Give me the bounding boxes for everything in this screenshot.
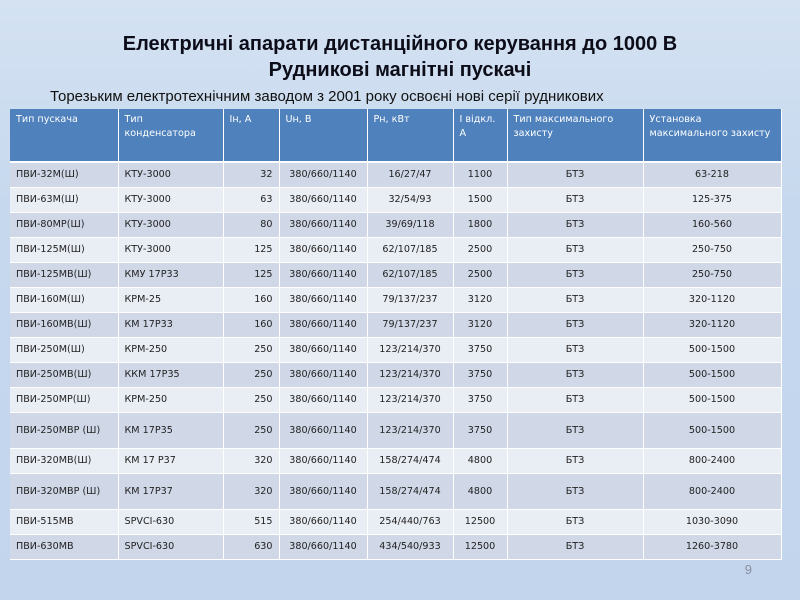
cell-rated-power: 79/137/237 — [367, 287, 453, 312]
cell-protection-setting: 320-1120 — [643, 312, 781, 337]
table-row — [10, 534, 781, 559]
cell-rated-power: 79/137/237 — [367, 312, 453, 337]
table-row — [10, 312, 781, 337]
cell-protection-type: БТЗ — [507, 212, 643, 237]
cell-protection-type: БТЗ — [507, 187, 643, 212]
cell-rated-voltage: 380/660/1140 — [279, 412, 367, 448]
cell-protection-setting: 1030-3090 — [643, 509, 781, 534]
cell-protection-type: БТЗ — [507, 448, 643, 473]
cell-rated-power: 123/214/370 — [367, 387, 453, 412]
header-rated-current: Ін, А — [223, 109, 279, 162]
table-row — [10, 337, 781, 362]
cell-rated-voltage: 380/660/1140 — [279, 162, 367, 187]
cell-capacitor-type: КТУ-3000 — [118, 212, 223, 237]
table-row — [10, 362, 781, 387]
cell-capacitor-type: SPVCI-630 — [118, 534, 223, 559]
cell-starter-type: ПВИ-250МР(Ш) — [10, 387, 118, 412]
cell-protection-setting: 500-1500 — [643, 387, 781, 412]
cell-starter-type: ПВИ-63М(Ш) — [10, 187, 118, 212]
cell-protection-setting: 250-750 — [643, 262, 781, 287]
header-starter-type: Тип пускача — [10, 109, 118, 162]
cell-breaking-current: 3750 — [453, 412, 507, 448]
cell-breaking-current: 2500 — [453, 237, 507, 262]
cell-rated-power: 123/214/370 — [367, 362, 453, 387]
cell-rated-power: 158/274/474 — [367, 448, 453, 473]
cell-protection-type: БТЗ — [507, 337, 643, 362]
cell-rated-voltage: 380/660/1140 — [279, 187, 367, 212]
cell-protection-setting: 800-2400 — [643, 473, 781, 509]
cell-protection-type: БТЗ — [507, 473, 643, 509]
cell-rated-voltage: 380/660/1140 — [279, 448, 367, 473]
page-number: 9 — [744, 562, 752, 577]
cell-capacitor-type: КТУ-3000 — [118, 187, 223, 212]
page-title: Електричні апарати дистанційного керування до 1000 В — [122, 33, 678, 55]
cell-breaking-current: 12500 — [453, 509, 507, 534]
cell-protection-setting: 63-218 — [643, 162, 781, 187]
cell-rated-current: 125 — [223, 262, 279, 287]
header-capacitor-type: Тип конденсатора — [118, 109, 223, 162]
cell-starter-type: ПВИ-160М(Ш) — [10, 287, 118, 312]
cell-protection-type: БТЗ — [507, 509, 643, 534]
cell-rated-voltage: 380/660/1140 — [279, 534, 367, 559]
cell-rated-current: 63 — [223, 187, 279, 212]
cell-rated-current: 320 — [223, 448, 279, 473]
cell-rated-voltage: 380/660/1140 — [279, 509, 367, 534]
cell-capacitor-type: КРМ-250 — [118, 337, 223, 362]
cell-breaking-current: 12500 — [453, 534, 507, 559]
cell-rated-current: 160 — [223, 312, 279, 337]
cell-rated-current: 250 — [223, 337, 279, 362]
cell-starter-type: ПВИ-320МВ(Ш) — [10, 448, 118, 473]
cell-protection-setting: 125-375 — [643, 187, 781, 212]
cell-starter-type: ПВИ-125МВ(Ш) — [10, 262, 118, 287]
cell-capacitor-type: КРМ-250 — [118, 387, 223, 412]
cell-rated-current: 630 — [223, 534, 279, 559]
cell-breaking-current: 1800 — [453, 212, 507, 237]
cell-rated-power: 62/107/185 — [367, 237, 453, 262]
cell-protection-type: БТЗ — [507, 534, 643, 559]
header-protection-type: Тип максимального захисту — [507, 109, 643, 162]
table-row — [10, 287, 781, 312]
table-row — [10, 262, 781, 287]
cell-rated-power: 62/107/185 — [367, 262, 453, 287]
cell-starter-type: ПВИ-160МВ(Ш) — [10, 312, 118, 337]
cell-rated-current: 250 — [223, 387, 279, 412]
cell-rated-current: 80 — [223, 212, 279, 237]
cell-rated-power: 39/69/118 — [367, 212, 453, 237]
cell-protection-type: БТЗ — [507, 287, 643, 312]
cell-starter-type: ПВИ-250МВ(Ш) — [10, 362, 118, 387]
table-row — [10, 162, 781, 187]
table-row — [10, 473, 781, 509]
cell-rated-voltage: 380/660/1140 — [279, 212, 367, 237]
header-rated-voltage: Uн, В — [279, 109, 367, 162]
page-subtitle-heading: Рудникові магнітні пускачі — [268, 59, 532, 81]
cell-breaking-current: 3750 — [453, 337, 507, 362]
header-breaking-current: І відкл. А — [453, 109, 507, 162]
cell-breaking-current: 3120 — [453, 287, 507, 312]
cell-rated-voltage: 380/660/1140 — [279, 337, 367, 362]
cell-rated-voltage: 380/660/1140 — [279, 262, 367, 287]
cell-protection-type: БТЗ — [507, 362, 643, 387]
cell-protection-setting: 250-750 — [643, 237, 781, 262]
cell-protection-type: БТЗ — [507, 387, 643, 412]
cell-protection-setting: 500-1500 — [643, 337, 781, 362]
table-row — [10, 509, 781, 534]
table-row — [10, 187, 781, 212]
starters-table — [10, 109, 782, 560]
cell-starter-type: ПВИ-515МВ — [10, 509, 118, 534]
cell-capacitor-type: КМ 17Р33 — [118, 312, 223, 337]
cell-rated-voltage: 380/660/1140 — [279, 237, 367, 262]
cell-capacitor-type: КРМ-25 — [118, 287, 223, 312]
cell-protection-type: БТЗ — [507, 312, 643, 337]
cell-rated-voltage: 380/660/1140 — [279, 362, 367, 387]
cell-rated-power: 16/27/47 — [367, 162, 453, 187]
cell-capacitor-type: КМ 17Р37 — [118, 473, 223, 509]
cell-rated-power: 254/440/763 — [367, 509, 453, 534]
cell-rated-current: 320 — [223, 473, 279, 509]
cell-protection-setting: 500-1500 — [643, 412, 781, 448]
cell-capacitor-type: КТУ-3000 — [118, 162, 223, 187]
cell-capacitor-type: КМ 17 Р37 — [118, 448, 223, 473]
cell-rated-power: 158/274/474 — [367, 473, 453, 509]
cell-protection-type: БТЗ — [507, 412, 643, 448]
cell-protection-setting: 1260-3780 — [643, 534, 781, 559]
cell-breaking-current: 4800 — [453, 448, 507, 473]
cell-rated-voltage: 380/660/1140 — [279, 312, 367, 337]
cell-breaking-current: 3120 — [453, 312, 507, 337]
table-row — [10, 237, 781, 262]
cell-capacitor-type: ККМ 17Р35 — [118, 362, 223, 387]
cell-protection-type: БТЗ — [507, 162, 643, 187]
cell-breaking-current: 3750 — [453, 387, 507, 412]
cell-starter-type: ПВИ-630МВ — [10, 534, 118, 559]
cell-capacitor-type: КТУ-3000 — [118, 237, 223, 262]
cell-breaking-current: 1500 — [453, 187, 507, 212]
cell-capacitor-type: SPVCI-630 — [118, 509, 223, 534]
cell-protection-type: БТЗ — [507, 237, 643, 262]
cell-starter-type: ПВИ-80МР(Ш) — [10, 212, 118, 237]
table-row — [10, 387, 781, 412]
table-header-row — [10, 109, 781, 162]
cell-protection-setting: 320-1120 — [643, 287, 781, 312]
cell-breaking-current: 4800 — [453, 473, 507, 509]
cell-rated-current: 125 — [223, 237, 279, 262]
cell-rated-voltage: 380/660/1140 — [279, 287, 367, 312]
cell-rated-current: 160 — [223, 287, 279, 312]
cell-starter-type: ПВИ-125М(Ш) — [10, 237, 118, 262]
cell-protection-setting: 500-1500 — [643, 362, 781, 387]
cell-protection-type: БТЗ — [507, 262, 643, 287]
cell-breaking-current: 2500 — [453, 262, 507, 287]
table-row — [10, 412, 781, 448]
cell-starter-type: ПВИ-250М(Ш) — [10, 337, 118, 362]
cell-rated-power: 434/540/933 — [367, 534, 453, 559]
cell-protection-setting: 800-2400 — [643, 448, 781, 473]
header-rated-power: Рн, кВт — [367, 109, 453, 162]
cell-breaking-current: 3750 — [453, 362, 507, 387]
cell-capacitor-type: КМУ 17Р33 — [118, 262, 223, 287]
table-row — [10, 448, 781, 473]
cell-rated-power: 123/214/370 — [367, 412, 453, 448]
cell-starter-type: ПВИ-250МВР (Ш) — [10, 412, 118, 448]
cell-rated-power: 123/214/370 — [367, 337, 453, 362]
cell-starter-type: ПВИ-32М(Ш) — [10, 162, 118, 187]
cell-starter-type: ПВИ-320МВР (Ш) — [10, 473, 118, 509]
cell-rated-voltage: 380/660/1140 — [279, 387, 367, 412]
intro-text: Торезьким електротехнічним заводом з 2001 року освоєні нові серії рудникових — [50, 88, 604, 105]
cell-capacitor-type: КМ 17Р35 — [118, 412, 223, 448]
cell-protection-setting: 160-560 — [643, 212, 781, 237]
cell-rated-current: 515 — [223, 509, 279, 534]
cell-rated-power: 32/54/93 — [367, 187, 453, 212]
cell-rated-current: 250 — [223, 362, 279, 387]
header-protection-setting: Установка максимального захисту — [643, 109, 781, 162]
cell-rated-voltage: 380/660/1140 — [279, 473, 367, 509]
cell-breaking-current: 1100 — [453, 162, 507, 187]
cell-rated-current: 32 — [223, 162, 279, 187]
table-row — [10, 212, 781, 237]
cell-rated-current: 250 — [223, 412, 279, 448]
